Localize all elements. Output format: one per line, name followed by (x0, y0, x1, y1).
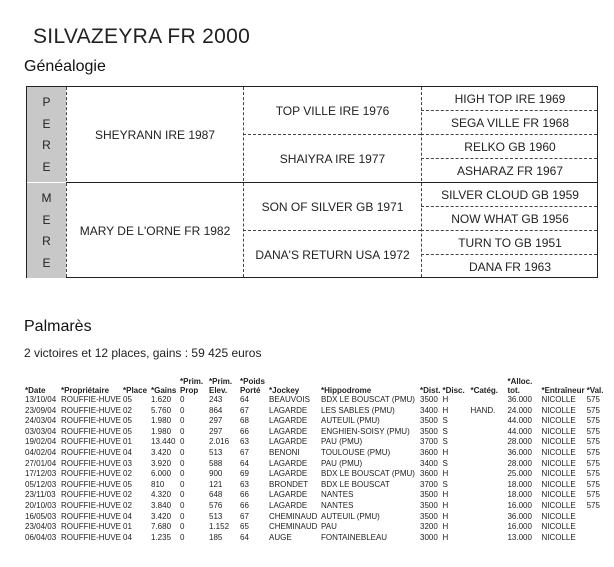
cell-val: 575 (586, 426, 600, 436)
cell-date: 23/11/03 (25, 490, 56, 500)
cell-categ: HAND. (470, 405, 496, 415)
cell-alloc: 36.000 (507, 395, 532, 404)
cell-dist: 3500 (420, 511, 438, 521)
table-row (24, 427, 604, 438)
cell-categ (469, 480, 506, 491)
genealogy-heading: Généalogie (24, 58, 106, 75)
cell-place: 02 (123, 490, 132, 500)
cell-jockey: CHEMINAUD (269, 522, 318, 532)
cell-gains: 1.235 (151, 532, 172, 542)
cell-prim-prop: 0 (180, 437, 185, 447)
cell-prim-prop: 0 (180, 458, 185, 468)
cell-trainer: NICOLLE (541, 479, 576, 489)
cell-prim-elev: 243 (209, 395, 223, 404)
cell-val: 575 (586, 490, 600, 500)
cell-prim-prop: 0 (180, 532, 185, 542)
table-row (24, 406, 604, 417)
cell-hippodrome: TOULOUSE (PMU) (321, 447, 391, 457)
cell-prim-elev: 185 (209, 532, 223, 542)
table-row (24, 416, 604, 427)
cell-prim-prop: 0 (180, 405, 185, 415)
cell-owner: ROUFFIE-HUVE (61, 437, 121, 447)
table-row (24, 533, 604, 544)
cell-val: 575 (586, 405, 600, 415)
cell-hippodrome: NANTES (321, 490, 354, 500)
cell-place: 02 (123, 500, 132, 510)
cell-gains: 1.980 (151, 416, 172, 426)
cell-disc: H (442, 522, 449, 532)
cell-gains: 3.420 (151, 447, 172, 457)
grandparent-name: TOP VILLE IRE 1976 (275, 103, 390, 118)
col-header-val: *Val. (586, 386, 604, 395)
cell-categ (469, 448, 506, 459)
cell-trainer: NICOLLE (541, 426, 576, 436)
cell-place: 03 (123, 458, 132, 468)
cell-gains: 3.840 (151, 500, 172, 510)
cell-alloc: 24.000 (507, 405, 532, 415)
cell-prim-prop: 0 (180, 500, 185, 510)
col-header-poids: *Poids Porté (240, 377, 265, 395)
cell-categ (469, 469, 506, 480)
cell-poids: 64 (240, 458, 249, 468)
table-row (24, 469, 604, 480)
cell-val: 575 (586, 447, 600, 457)
cell-alloc: 44.000 (507, 426, 532, 436)
cell-hippodrome: PAU (PMU) (321, 437, 363, 447)
col-header-gains: *Gains (151, 386, 177, 395)
cell-trainer: NICOLLE (541, 511, 576, 521)
col-header-place: *Place (123, 386, 148, 395)
cell-trainer: NICOLLE (541, 405, 576, 415)
cell-alloc: 25.000 (507, 469, 532, 479)
cell-prim-prop: 0 (180, 416, 185, 426)
cell-gains: 3.920 (151, 458, 172, 468)
cell-disc: S (442, 458, 448, 468)
cell-disc: H (442, 500, 449, 510)
col-header-prim-prop: *Prim. Prop (180, 377, 204, 395)
cell-jockey: LAGARDE (269, 405, 308, 415)
cell-owner: ROUFFIE-HUVE (61, 469, 121, 479)
cell-prim-prop: 0 (180, 522, 185, 532)
cell-alloc: 18.000 (507, 479, 532, 489)
cell-jockey: LAGARDE (269, 469, 308, 479)
cell-place: 04 (123, 511, 132, 521)
table-row (24, 501, 604, 512)
cell-date: 16/05/03 (25, 511, 57, 521)
mere-label (27, 183, 66, 278)
cell-trainer: NICOLLE (541, 532, 576, 542)
cell-val: 575 (586, 437, 600, 447)
cell-poids: 63 (240, 479, 249, 489)
great-grandparent-name: ASHARAZ FR 1967 (456, 163, 564, 178)
cell-gains: 1.980 (151, 426, 172, 436)
cell-dist: 3000 (420, 532, 438, 542)
cell-val: 575 (586, 416, 600, 426)
cell-jockey: LAGARDE (269, 490, 308, 500)
sire-name: SHEYRANN IRE 1987 (94, 127, 216, 142)
cell-val: 575 (586, 395, 600, 404)
cell-poids: 65 (240, 522, 249, 532)
cell-jockey: LAGARDE (269, 500, 308, 510)
table-row (24, 480, 604, 491)
cell-jockey: BENONI (269, 447, 300, 457)
results-body (24, 395, 604, 543)
cell-hippodrome: ENGHIEN-SOISY (PMU) (321, 426, 410, 436)
cell-val: 575 (586, 479, 600, 489)
pere-letter: E (42, 116, 51, 131)
cell-prim-prop: 0 (180, 490, 185, 500)
cell-disc: S (442, 416, 448, 426)
cell-poids: 64 (240, 395, 249, 404)
cell-jockey: LAGARDE (269, 458, 308, 468)
cell-disc: H (442, 511, 449, 521)
cell-hippodrome: BDX LE BOUSCAT (PMU) (321, 395, 415, 404)
cell-val: 575 (586, 458, 600, 468)
cell-poids: 64 (240, 532, 249, 542)
cell-date: 23/04/03 (25, 522, 57, 532)
col-header-hippodrome: *Hippodrome (321, 386, 372, 395)
cell-alloc: 36.000 (507, 447, 532, 457)
table-row (24, 512, 604, 523)
cell-prim-prop: 0 (180, 447, 185, 457)
cell-prim-prop: 0 (180, 469, 185, 479)
cell-alloc: 28.000 (507, 458, 532, 468)
grandparent-name: SHAIYRA IRE 1977 (279, 151, 386, 166)
col-header-disc: *Disc. (442, 386, 465, 395)
mere-letter: E (42, 255, 51, 270)
palmares-summary: 2 victoires et 12 places, gains : 59 425 euros (24, 346, 262, 360)
cell-dist: 3500 (420, 395, 438, 404)
table-row (24, 448, 604, 459)
cell-disc: H (442, 447, 449, 457)
cell-place: 02 (123, 405, 132, 415)
cell-owner: ROUFFIE-HUVE (61, 395, 121, 404)
cell-owner: ROUFFIE-HUVE (61, 532, 121, 542)
cell-owner: ROUFFIE-HUVE (61, 416, 121, 426)
cell-dist: 3500 (420, 500, 438, 510)
cell-dist: 3700 (420, 479, 438, 489)
cell-alloc: 16.000 (507, 522, 532, 532)
cell-alloc: 28.000 (507, 437, 532, 447)
cell-prim-elev: 121 (209, 479, 223, 489)
col-header-dist: *Dist. (420, 386, 441, 395)
cell-categ (469, 533, 506, 544)
col-header-prim-elev: *Prim. Elev. (209, 377, 233, 395)
cell-gains: 6.000 (151, 469, 172, 479)
cell-jockey: BRONDET (269, 479, 309, 489)
cell-owner: ROUFFIE-HUVE (61, 490, 121, 500)
cell-date: 03/03/04 (25, 426, 57, 436)
cell-date: 04/02/04 (25, 447, 57, 457)
cell-place: 05 (123, 479, 132, 489)
cell-date: 05/12/03 (25, 479, 57, 489)
col-header-owner: *Propriétaire (61, 386, 110, 395)
cell-val (586, 533, 605, 544)
cell-disc: S (442, 437, 448, 447)
great-grandparent-name: RELKO GB 1960 (464, 139, 556, 154)
great-grandparent-name: DANA FR 1963 (468, 259, 552, 274)
cell-prim-elev: 297 (209, 416, 223, 426)
cell-trainer: NICOLLE (541, 522, 576, 532)
cell-disc: H (442, 469, 449, 479)
cell-owner: ROUFFIE-HUVE (61, 426, 121, 436)
col-header-alloc: *Alloc. tot. (507, 377, 533, 395)
cell-owner: ROUFFIE-HUVE (61, 500, 121, 510)
table-row (24, 490, 604, 501)
mere-letter: E (42, 212, 51, 227)
cell-jockey: CHEMINAUD (269, 511, 318, 521)
col-header-date: *Date (25, 386, 46, 395)
cell-alloc: 13.000 (507, 532, 532, 542)
cell-gains: 13.440 (151, 437, 176, 447)
cell-prim-elev: 648 (209, 490, 223, 500)
cell-dist: 3500 (420, 490, 438, 500)
cell-owner: ROUFFIE-HUVE (61, 447, 121, 457)
cell-date: 27/01/04 (25, 458, 57, 468)
cell-categ (469, 459, 506, 470)
cell-owner: ROUFFIE-HUVE (61, 511, 121, 521)
cell-val: 575 (586, 469, 600, 479)
cell-poids: 66 (240, 500, 249, 510)
cell-trainer: NICOLLE (541, 416, 576, 426)
cell-gains: 3.420 (151, 511, 172, 521)
pere-letter: R (42, 138, 51, 153)
cell-hippodrome: BDX LE BOUSCAT (PMU) (321, 469, 415, 479)
table-row (24, 395, 604, 406)
cell-place: 04 (123, 532, 132, 542)
cell-place: 04 (123, 447, 132, 457)
cell-disc: H (442, 405, 449, 415)
cell-categ (469, 501, 506, 512)
cell-owner: ROUFFIE-HUVE (61, 458, 121, 468)
pere-letter: E (42, 159, 51, 174)
results-table (24, 377, 604, 543)
cell-trainer: NICOLLE (541, 458, 576, 468)
cell-date: 17/12/03 (25, 469, 57, 479)
cell-prim-elev: 513 (209, 447, 223, 457)
cell-dist: 3700 (420, 437, 438, 447)
cell-poids: 69 (240, 469, 249, 479)
cell-hippodrome: AUTEUIL (PMU) (321, 416, 380, 426)
cell-prim-prop: 0 (180, 426, 185, 436)
cell-jockey: LAGARDE (269, 426, 308, 436)
grandparent-name: DANA'S RETURN USA 1972 (255, 247, 410, 262)
table-row (24, 437, 604, 448)
table-row (24, 522, 604, 533)
cell-gains: 1.620 (151, 395, 172, 404)
cell-dist: 3600 (420, 447, 438, 457)
cell-hippodrome: BDX LE BOUSCAT (321, 479, 390, 489)
col-header-jockey: *Jockey (269, 386, 300, 395)
cell-gains: 7.680 (151, 522, 172, 532)
cell-poids: 63 (240, 437, 249, 447)
cell-disc: S (442, 479, 448, 489)
cell-prim-elev: 2.016 (209, 437, 230, 447)
cell-owner: ROUFFIE-HUVE (61, 405, 121, 415)
cell-jockey: LAGARDE (269, 437, 308, 447)
cell-prim-elev: 297 (209, 426, 223, 436)
great-grandparent-name: TURN TO GB 1951 (458, 235, 562, 250)
mere-letter: M (41, 191, 52, 206)
cell-prim-prop: 0 (180, 511, 185, 521)
cell-categ (469, 512, 506, 523)
pere-label (27, 87, 66, 182)
cell-disc: H (442, 490, 449, 500)
cell-poids: 67 (240, 405, 249, 415)
cell-place: 05 (123, 426, 132, 436)
cell-dist: 3600 (420, 469, 438, 479)
cell-prim-elev: 864 (209, 405, 223, 415)
cell-trainer: NICOLLE (541, 469, 576, 479)
cell-date: 24/03/04 (25, 416, 57, 426)
cell-poids: 66 (240, 426, 249, 436)
cell-place: 01 (123, 522, 132, 532)
cell-categ (469, 490, 506, 501)
cell-place: 05 (123, 395, 132, 404)
cell-prim-elev: 1.152 (209, 522, 230, 532)
cell-categ (469, 416, 506, 427)
cell-alloc: 16.000 (507, 500, 532, 510)
cell-trainer: NICOLLE (541, 447, 576, 457)
cell-prim-elev: 513 (209, 511, 223, 521)
cell-place: 01 (123, 437, 132, 447)
cell-trainer: NICOLLE (541, 490, 576, 500)
cell-hippodrome: LES SABLES (PMU) (321, 405, 395, 415)
cell-jockey: BEAUVOIS (269, 395, 310, 404)
col-header-trainer: *Entraîneur (541, 386, 585, 395)
cell-poids: 68 (240, 416, 249, 426)
cell-prim-elev: 588 (209, 458, 223, 468)
cell-val (586, 512, 605, 523)
cell-disc: H (442, 395, 449, 404)
cell-prim-elev: 576 (209, 500, 223, 510)
cell-alloc: 36.000 (507, 511, 532, 521)
cell-val: 575 (586, 500, 600, 510)
mere-letter: R (42, 234, 51, 249)
cell-hippodrome: AUTEUIL (PMU) (321, 511, 380, 521)
cell-gains: 810 (151, 479, 165, 489)
cell-date: 19/02/04 (25, 437, 57, 447)
table-row (24, 459, 604, 470)
cell-trainer: NICOLLE (541, 437, 576, 447)
dam-name: MARY DE L'ORNE FR 1982 (79, 223, 231, 238)
cell-poids: 67 (240, 511, 249, 521)
cell-hippodrome: PAU (321, 522, 337, 532)
cell-alloc: 18.000 (507, 490, 532, 500)
great-grandparent-name: SEGA VILLE FR 1968 (450, 115, 570, 130)
cell-hippodrome: PAU (PMU) (321, 458, 363, 468)
cell-prim-prop: 0 (180, 395, 185, 404)
cell-owner: ROUFFIE-HUVE (61, 522, 121, 532)
cell-categ (469, 395, 506, 406)
cell-hippodrome: NANTES (321, 500, 354, 510)
cell-alloc: 44.000 (507, 416, 532, 426)
cell-categ (469, 522, 506, 533)
cell-date: 20/10/03 (25, 500, 57, 510)
cell-dist: 3400 (420, 458, 438, 468)
cell-date: 23/09/04 (25, 405, 57, 415)
great-grandparent-name: NOW WHAT GB 1956 (451, 211, 569, 226)
cell-jockey: AUGE (269, 532, 292, 542)
cell-date: 06/04/03 (25, 532, 57, 542)
cell-trainer: NICOLLE (541, 500, 576, 510)
cell-gains: 4.320 (151, 490, 172, 500)
grandparent-name: SON OF SILVER GB 1971 (261, 199, 404, 214)
cell-val (586, 522, 605, 533)
great-grandparent-name: HIGH TOP IRE 1969 (454, 91, 566, 106)
col-header-categ: *Catég. (470, 386, 499, 395)
cell-dist: 3500 (420, 426, 438, 436)
great-grandparent-name: SILVER CLOUD GB 1959 (441, 187, 579, 202)
cell-prim-elev: 900 (209, 469, 223, 479)
cell-hippodrome: FONTAINEBLEAU (321, 532, 388, 542)
palmares-heading: Palmarès (24, 318, 92, 335)
pedigree-table (26, 86, 598, 278)
cell-poids: 66 (240, 490, 249, 500)
cell-dist: 3200 (420, 522, 438, 532)
cell-categ (469, 437, 506, 448)
cell-jockey: LAGARDE (269, 416, 308, 426)
cell-place: 02 (123, 469, 132, 479)
cell-trainer: NICOLLE (541, 395, 576, 404)
pere-letter: P (42, 95, 51, 110)
cell-disc: S (442, 426, 448, 436)
cell-dist: 3500 (420, 416, 438, 426)
cell-date: 13/10/04 (25, 395, 57, 404)
cell-place: 05 (123, 416, 132, 426)
cell-owner: ROUFFIE-HUVE (61, 479, 121, 489)
cell-gains: 5.760 (151, 405, 172, 415)
cell-disc: H (442, 532, 449, 542)
page-title: SILVAZEYRA FR 2000 (33, 25, 251, 48)
cell-dist: 3400 (420, 405, 438, 415)
results-header-row (24, 377, 604, 395)
cell-categ (469, 427, 506, 438)
cell-poids: 67 (240, 447, 249, 457)
cell-prim-prop: 0 (180, 479, 185, 489)
